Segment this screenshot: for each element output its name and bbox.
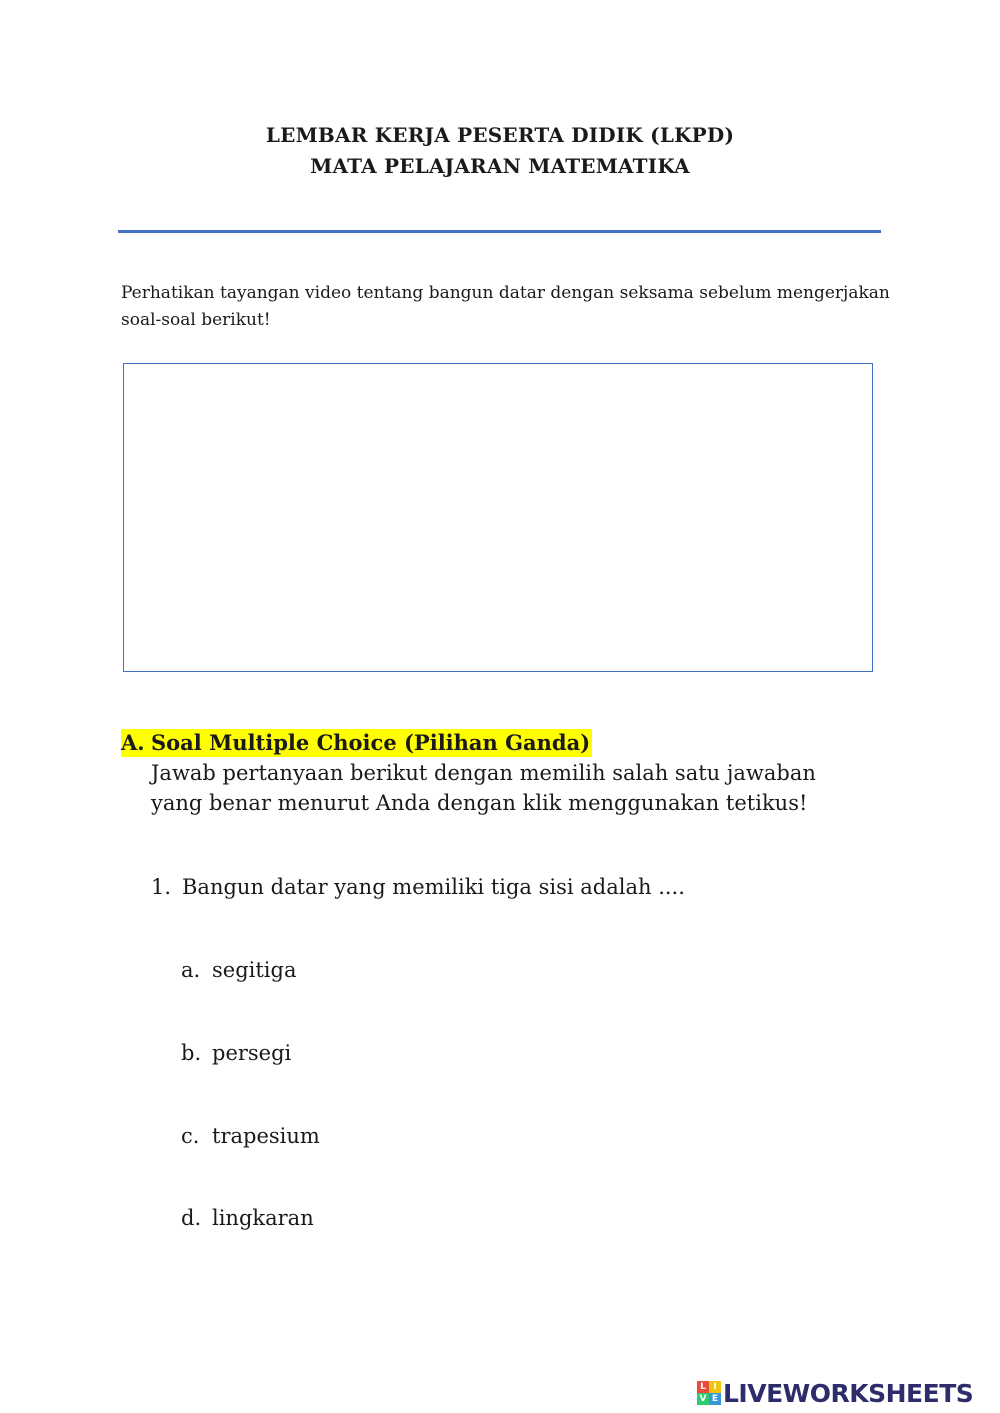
answer-option-d[interactable] [181, 1204, 314, 1232]
option-label: lingkaran [212, 1206, 314, 1230]
option-key: b. [181, 1041, 202, 1065]
intro-text: Perhatikan tayangan video tentang bangun datar dengan seksama sebelum mengerjakan soal-soal berikut! [121, 283, 890, 330]
logo-letter-e: E [709, 1393, 721, 1405]
section-a-heading [121, 729, 592, 757]
section-heading-text: Soal Multiple Choice (Pilihan Ganda) [151, 730, 591, 755]
liveworksheets-logo-icon [697, 1381, 721, 1405]
worksheet-title: LEMBAR KERJA PESERTA DIDIK (LKPD) [265, 123, 735, 147]
section-letter: A. [121, 730, 145, 755]
answer-option-b[interactable] [181, 1039, 291, 1067]
option-key: a. [181, 958, 201, 982]
question-number: 1. [151, 875, 172, 899]
logo-letter-l: L [697, 1381, 709, 1393]
question-1 [151, 873, 685, 901]
answer-option-c[interactable] [181, 1122, 320, 1150]
option-label: persegi [212, 1041, 292, 1065]
brand-name: LIVEWORKSHEETS [723, 1378, 974, 1408]
logo-letter-i: I [709, 1381, 721, 1393]
answer-option-a[interactable] [181, 956, 296, 984]
option-key: c. [181, 1124, 200, 1148]
question-text: Bangun datar yang memiliki tiga sisi adalah .... [182, 875, 685, 899]
liveworksheets-brand[interactable] [697, 1378, 973, 1408]
section-instruction: Jawab pertanyaan berikut dengan memilih salah satu jawaban yang benar menurut Anda dengan klik menggunakan tetikus! [151, 761, 816, 815]
option-key: d. [181, 1206, 202, 1230]
video-embed-box[interactable] [123, 363, 873, 672]
header-divider [118, 230, 881, 233]
logo-letter-v: V [697, 1393, 709, 1405]
option-label: trapesium [212, 1124, 320, 1148]
subject-title: MATA PELAJARAN MATEMATIKA [310, 154, 690, 178]
option-label: segitiga [212, 958, 297, 982]
